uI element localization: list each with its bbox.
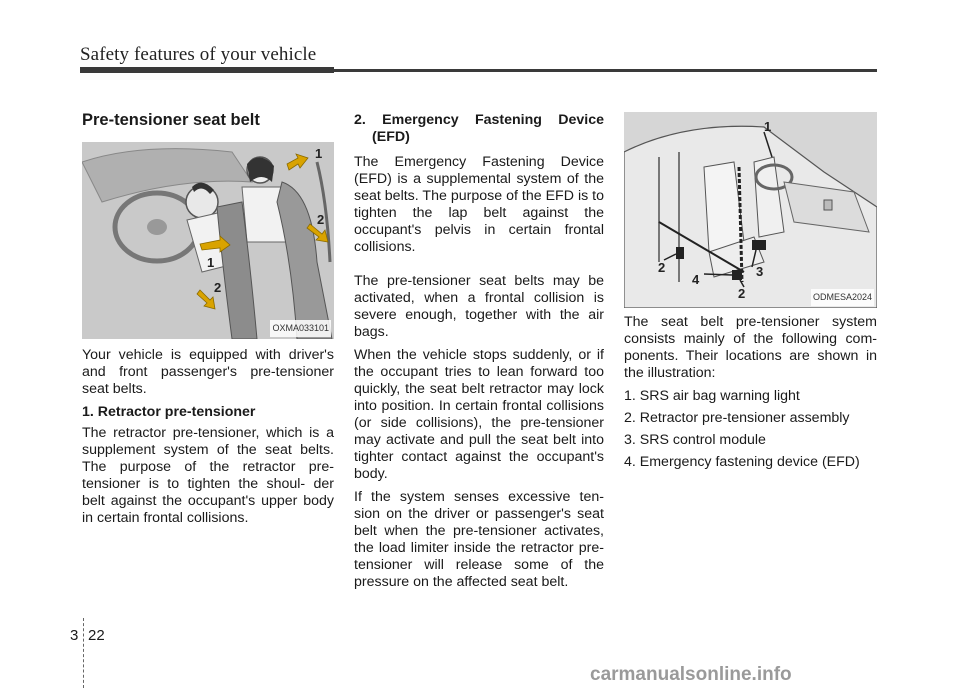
list-item: 4. Emergency fastening device (EFD) bbox=[624, 454, 860, 470]
footer-divider bbox=[83, 618, 84, 688]
callout-1-top: 1 bbox=[315, 146, 323, 161]
load-limiter-paragraph: If the system senses excessive ten- sion on the driver or passenger's seat belt when the pre-tensioner activates, the load limiter inside the retractor pre-tensioner will release some of the pressure on the affected seat belt. bbox=[354, 489, 604, 590]
section-title: Pre-tensioner seat belt bbox=[82, 111, 260, 129]
efd-paragraph: The Emergency Fastening Device (EFD) is a supplemental system of the seat belts. The purpose of the EFD is to tighten the lap belt against the occupant's pelvis in certain frontal collisions. bbox=[354, 154, 604, 255]
callout-4: 4 bbox=[692, 272, 700, 287]
component-location-illustration bbox=[624, 112, 877, 308]
column-right bbox=[624, 112, 877, 476]
list-item: 3. SRS control module bbox=[624, 432, 766, 448]
chapter-number: 3 bbox=[70, 627, 79, 644]
subheading-retractor: 1. Retractor pre-tensioner bbox=[82, 404, 256, 420]
pretensioner-illustration bbox=[82, 142, 334, 339]
column-middle bbox=[354, 112, 604, 591]
header-rule-accent bbox=[80, 67, 334, 73]
watermark: carmanualsonline.info bbox=[590, 664, 792, 685]
page-header-title: Safety features of your vehicle bbox=[80, 44, 317, 65]
callout-1-bottom: 1 bbox=[207, 255, 215, 270]
retractor-paragraph: The retractor pre-tensioner, which is a supplement system of the seat belts. The purpose of the retractor pre-tensioner is to tighten the shoul- der belt against the occupant's upper body in certain frontal collisions. bbox=[82, 425, 334, 526]
lock-paragraph: When the vehicle stops suddenly, or if the occupant tries to lean forward too quickly, the seat belt retractor may lock into position. In certain frontal collisions (or side collisions), the pre-tensioner may activate and pull the seat belt into tighter contact against the occupant's body. bbox=[354, 347, 604, 482]
callout-2-left: 2 bbox=[658, 260, 666, 275]
page-number: 22 bbox=[88, 627, 105, 644]
subheading-efd: 2. Emergency Fastening Device (EFD) bbox=[354, 112, 604, 145]
callout-3: 3 bbox=[756, 264, 764, 279]
activation-paragraph: The pre-tensioner seat belts may be activated, when a frontal collision is severe enough, together with the air bags. bbox=[354, 273, 604, 340]
column-left bbox=[82, 112, 334, 527]
component-location-drawing bbox=[624, 112, 877, 308]
image-caption: ODMESA2024 bbox=[811, 289, 874, 306]
callout-1: 1 bbox=[764, 119, 772, 134]
intro-paragraph: Your vehicle is equipped with driver's and front passenger's pre-tensioner seat belts. bbox=[82, 347, 334, 397]
callout-2-top: 2 bbox=[317, 212, 325, 227]
image-caption: OXMA033101 bbox=[270, 320, 331, 337]
callout-2-bottom: 2 bbox=[738, 286, 746, 301]
callout-2-bottom: 2 bbox=[214, 280, 222, 295]
pretensioner-illustration-drawing bbox=[82, 142, 334, 339]
components-intro: The seat belt pre-tensioner system consists mainly of the following com- ponents. Their locations are shown in the illustration: bbox=[624, 314, 877, 381]
list-item: 1. SRS air bag warning light bbox=[624, 388, 800, 404]
list-item: 2. Retractor pre-tensioner assembly bbox=[624, 410, 850, 426]
